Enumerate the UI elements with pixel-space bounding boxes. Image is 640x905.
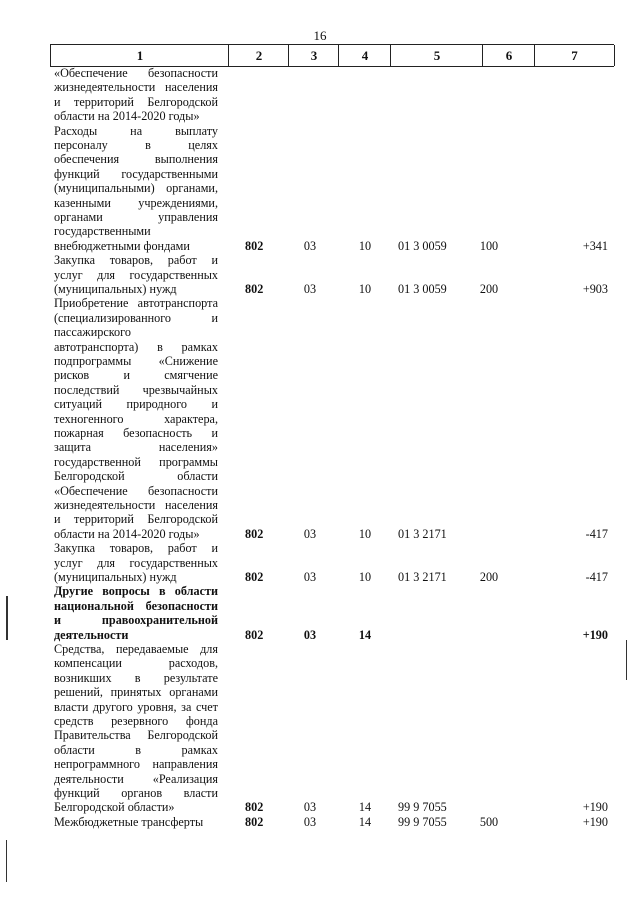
cell-col-5: 01 3 0059	[398, 281, 447, 296]
cell-col-7: +190	[582, 800, 608, 815]
cell-col-5: 99 9 7055	[398, 814, 447, 829]
cell-col-5: 01 3 2171	[398, 526, 447, 541]
description-line: (муниципальных) нужд	[54, 570, 177, 584]
description-line: внебюджетными фондами	[54, 238, 190, 253]
cell-col-3: 03	[303, 627, 317, 642]
header-col-7: 7	[534, 45, 615, 66]
cell-col-3: 03	[303, 281, 317, 296]
description-line: области на 2014-2020 годы»	[54, 109, 200, 124]
description-line: Другие вопросы в области	[54, 584, 218, 599]
table-row	[0, 815, 640, 829]
cell-col-4: 14	[358, 800, 372, 815]
description-line: Закупка товаров, работ и	[54, 541, 218, 556]
margin-mark	[6, 840, 7, 882]
table-row	[0, 253, 640, 296]
header-col-4: 4	[338, 45, 391, 66]
description-line: власти другого уровня, за счет	[54, 699, 218, 714]
description-line: деятельности	[54, 627, 129, 642]
row-description	[54, 584, 218, 642]
cell-col-2: 802	[245, 526, 264, 541]
description-line: Закупка товаров, работ и	[54, 253, 218, 268]
cell-col-2: 802	[245, 627, 264, 642]
description-line: Расходы на выплату	[54, 123, 218, 138]
cell-col-3: 03	[303, 800, 317, 815]
description-line: пассажирского	[54, 325, 131, 340]
description-line: возникших в результате	[54, 670, 218, 685]
cell-col-4: 14	[358, 814, 372, 829]
page-number: 16	[313, 28, 327, 43]
row-description	[54, 815, 218, 829]
header-col-1: 1	[50, 45, 229, 66]
cell-col-6: 100	[479, 238, 499, 253]
table-row	[0, 296, 640, 541]
description-line: Межбюджетные трансферты	[54, 814, 204, 829]
description-line: Правительства Белгородской	[54, 728, 218, 743]
table-row	[0, 642, 640, 815]
cell-col-7: +190	[582, 814, 608, 829]
table-row	[0, 584, 640, 642]
cell-col-5: 01 3 0059	[398, 238, 447, 253]
description-line: органами управления	[54, 210, 218, 225]
description-line: решений, принятых органами	[54, 685, 218, 700]
cell-col-6: 500	[479, 814, 499, 829]
description-line: государственными	[54, 224, 151, 239]
description-line: техногенного характера,	[54, 411, 218, 426]
table-row	[0, 66, 640, 124]
cell-col-4: 10	[358, 569, 372, 584]
cell-col-3: 03	[303, 814, 317, 829]
header-col-5: 5	[390, 45, 483, 66]
header-col-6: 6	[482, 45, 535, 66]
description-line: услуг для государственных	[54, 555, 218, 570]
cell-col-2: 802	[245, 281, 264, 296]
description-line: Приобретение автотранспорта	[54, 296, 218, 311]
description-line: средств резервного фонда	[54, 714, 218, 729]
description-line: последствий чрезвычайных	[54, 382, 218, 397]
cell-col-3: 03	[303, 238, 317, 253]
description-line: жизнедеятельности населения	[54, 80, 218, 95]
description-line: пожарная безопасность и	[54, 426, 218, 441]
cell-col-7: +903	[582, 281, 608, 296]
description-line: и территорий Белгородской	[54, 512, 218, 527]
description-line: и правоохранительной	[54, 613, 218, 628]
cell-col-2: 802	[245, 238, 264, 253]
cell-col-3: 03	[303, 526, 317, 541]
row-description	[54, 124, 218, 254]
cell-col-5: 01 3 2171	[398, 569, 447, 584]
table-row	[0, 541, 640, 584]
description-line: жизнедеятельности населения	[54, 498, 218, 513]
header-col-2: 2	[228, 45, 289, 66]
cell-col-7: -417	[585, 526, 608, 541]
description-line: компенсации расходов,	[54, 656, 218, 671]
cell-col-3: 03	[303, 569, 317, 584]
cell-col-6: 200	[479, 569, 499, 584]
cell-col-4: 10	[358, 526, 372, 541]
description-line: ситуаций природного и	[54, 397, 218, 412]
description-line: деятельности «Реализация	[54, 771, 218, 786]
description-line: персоналу в целях	[54, 138, 218, 152]
cell-col-7: -417	[585, 569, 608, 584]
row-description	[54, 296, 218, 541]
cell-col-6: 200	[479, 281, 499, 296]
description-line: области на 2014-2020 годы»	[54, 526, 200, 541]
description-line: автотранспорта) в рамках	[54, 339, 218, 354]
description-line: функций государственными	[54, 166, 218, 181]
description-line: функций органов власти	[54, 786, 218, 801]
description-line: Белгородской области»	[54, 800, 175, 815]
description-line: (специализированного и	[54, 310, 218, 325]
cell-col-2: 802	[245, 800, 264, 815]
cell-col-2: 802	[245, 569, 264, 584]
description-line: непрограммного направления	[54, 757, 218, 772]
cell-col-5: 99 9 7055	[398, 800, 447, 815]
table-header	[50, 44, 614, 67]
row-description	[54, 253, 218, 296]
description-line: услуг для государственных	[54, 267, 218, 282]
row-description	[54, 66, 218, 124]
row-description	[54, 642, 218, 815]
description-line: Средства, передаваемые для	[54, 642, 218, 656]
cell-col-7: +341	[582, 238, 608, 253]
description-line: (муниципальными) органами,	[54, 181, 218, 196]
description-line: «Обеспечение безопасности	[54, 66, 218, 80]
cell-col-4: 10	[358, 281, 372, 296]
description-line: казенными учреждениями,	[54, 195, 218, 210]
margin-mark	[6, 596, 8, 640]
description-line: государственной программы	[54, 454, 218, 469]
header-col-3: 3	[288, 45, 339, 66]
cell-col-4: 10	[358, 238, 372, 253]
description-line: подпрограммы «Снижение	[54, 354, 218, 369]
cell-col-2: 802	[245, 814, 264, 829]
description-line: и территорий Белгородской	[54, 94, 218, 109]
description-line: рисков и смягчение	[54, 368, 218, 383]
description-line: области в рамках	[54, 742, 218, 757]
margin-mark	[626, 640, 627, 680]
description-line: национальной безопасности	[54, 598, 218, 613]
description-line: защита населения»	[54, 440, 218, 455]
cell-col-7: +190	[582, 627, 608, 642]
description-line: обеспечения выполнения	[54, 152, 218, 167]
row-description	[54, 541, 218, 584]
table-row	[0, 124, 640, 254]
description-line: Белгородской области	[54, 469, 218, 484]
cell-col-4: 14	[358, 627, 372, 642]
description-line: «Обеспечение безопасности	[54, 483, 218, 498]
description-line: (муниципальных) нужд	[54, 282, 177, 296]
